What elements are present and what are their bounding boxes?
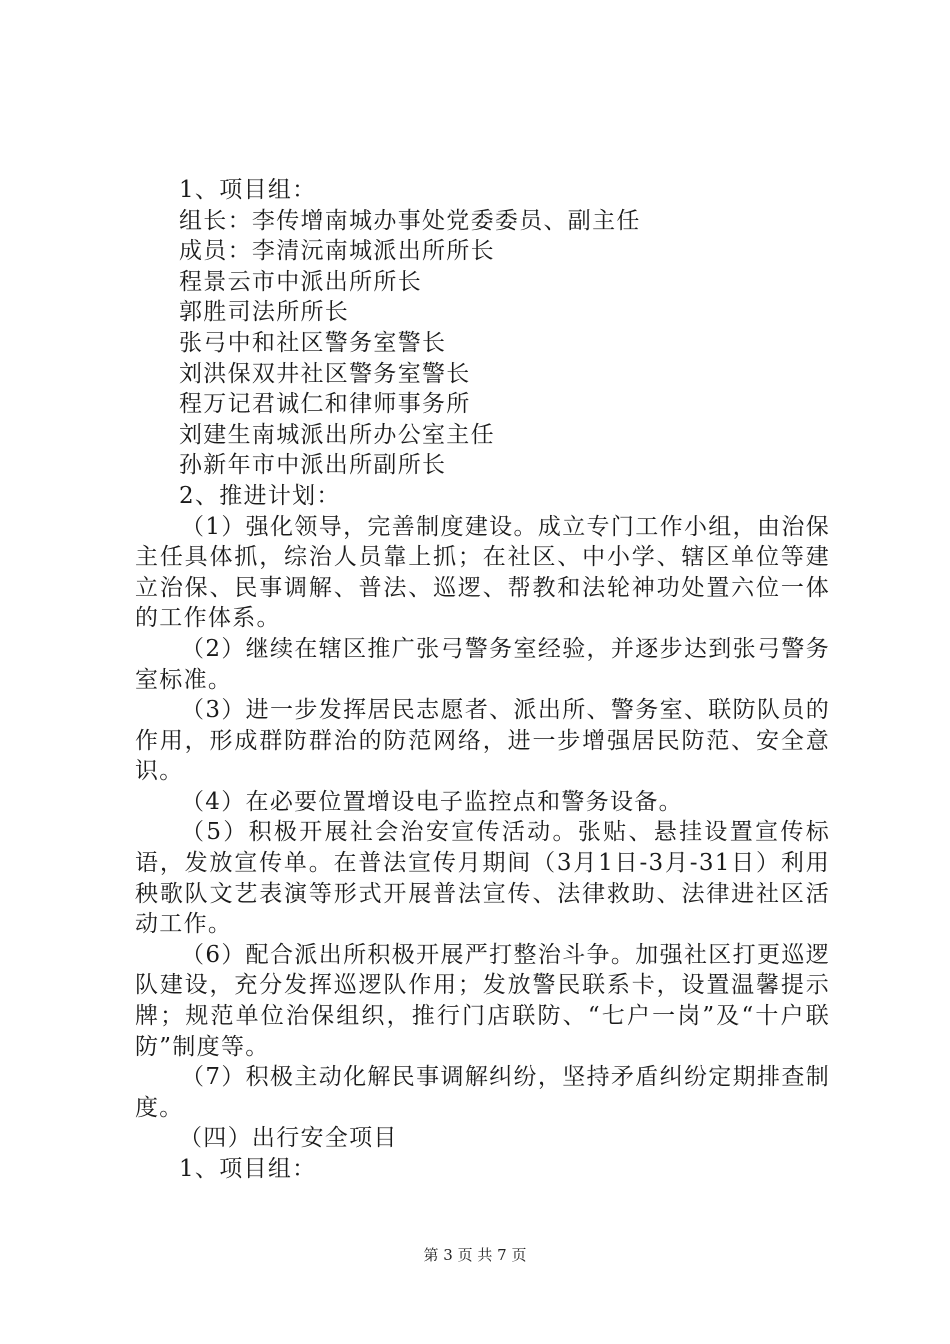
plan-paragraph: （5）积极开展社会治安宣传活动。张贴、悬挂设置宣传标语，发放宣传单。在普法宣传月期间（3月1日-3月-31日）利用秧歌队文艺表演等形式开展普法宣传、法律救助、法律进社区活动工作。 <box>135 819 830 938</box>
section-heading: 2、推进计划： <box>179 482 341 509</box>
plan-paragraph: （7）积极主动化解民事调解纠纷，坚持矛盾纠纷定期排查制度。 <box>135 1064 830 1121</box>
plan-paragraph: （1）强化领导，完善制度建设。成立专门工作小组，由治保主任具体抓，综治人员靠上抓；在社区、中小学、辖区单位等建立治保、民事调解、普法、巡逻、帮教和法轮神功处置六位一体的工作体系。 <box>135 513 830 632</box>
member-line: 刘洪保双井社区警务室警长 <box>179 360 471 387</box>
member-line: 刘建生南城派出所办公室主任 <box>179 421 495 448</box>
plan-paragraph: （2）继续在辖区推广张弓警务室经验，并逐步达到张弓警务室标准。 <box>135 635 830 693</box>
document-body <box>135 175 830 1185</box>
page-number-footer: 第 3 页 共 7 页 <box>423 1246 527 1264</box>
plan-paragraph: （4）在必要位置增设电子监控点和警务设备。 <box>181 788 683 815</box>
member-line: 程万记君诚仁和律师事务所 <box>179 391 471 418</box>
section-heading: （四）出行安全项目 <box>179 1125 398 1152</box>
member-line: 孙新年市中派出所副所长 <box>179 452 447 479</box>
member-line: 郭胜司法所所长 <box>179 299 350 326</box>
section-heading: 1、项目组： <box>179 1156 317 1182</box>
plan-paragraph: （3）进一步发挥居民志愿者、派出所、警务室、联防队员的作用，形成群防群治的防范网络，进一步增强居民防范、安全意识。 <box>135 697 830 785</box>
member-line: 组长：李传增南城办事处党委委员、副主任 <box>179 207 641 234</box>
member-line: 程景云市中派出所所长 <box>179 268 422 295</box>
member-line: 张弓中和社区警务室警长 <box>179 329 447 356</box>
member-line: 成员：李清沅南城派出所所长 <box>179 238 495 265</box>
plan-paragraph: （6）配合派出所积极开展严打整治斗争。加强社区打更巡逻队建设，充分发挥巡逻队作用；发放警民联系卡，设置温馨提示牌；规范单位治保组织，推行门店联防、“七户一岗”及“十户联防”制度等。 <box>135 941 830 1060</box>
section-heading: 1、项目组： <box>179 177 317 203</box>
